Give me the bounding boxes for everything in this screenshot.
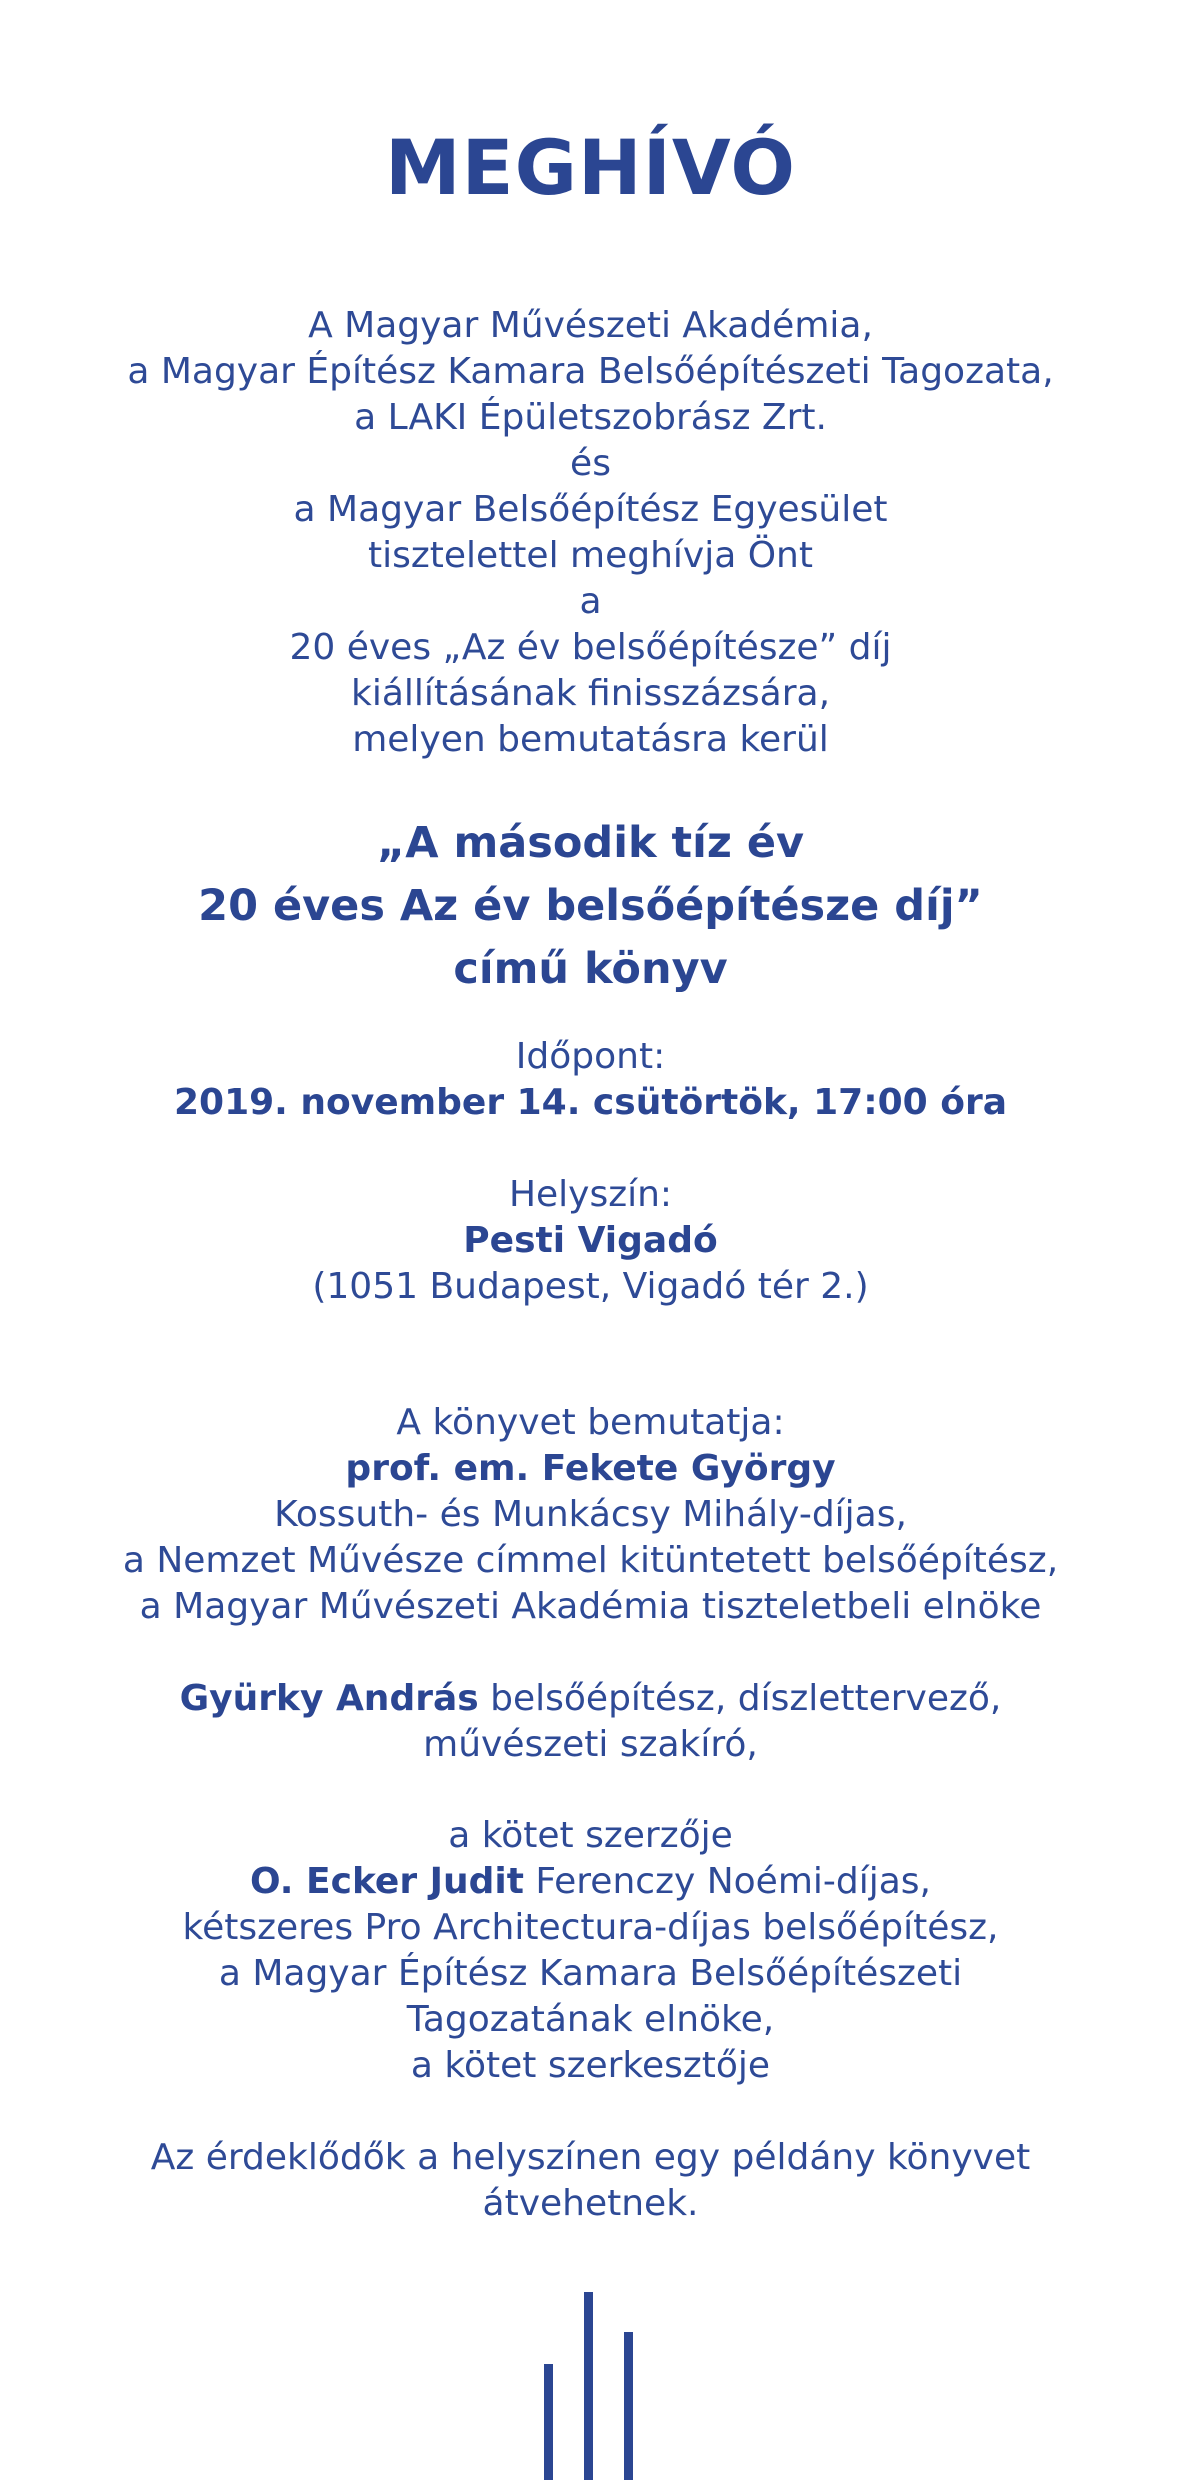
book-title-line: 20 éves Az év belsőépítésze díj” <box>198 881 983 931</box>
speaker-role-line: a kötet szerkesztője <box>410 2045 771 2086</box>
intro-line: a Magyar Építész Kamara Belsőépítészeti Tagozata, <box>127 351 1054 392</box>
date-label: Időpont: <box>515 1036 666 1077</box>
speaker-role: belsőépítész, díszlettervező, <box>478 1678 1002 1719</box>
intro-line: tisztelettel meghívja Önt <box>368 535 813 576</box>
speaker-role-line: kétszeres Pro Architectura-díjas belsőépítész, <box>182 1907 999 1948</box>
intro-text <box>0 303 1181 763</box>
logo-bar <box>584 2292 593 2480</box>
event-date <box>0 1034 1181 1126</box>
intro-line: 20 éves „Az év belsőépítésze” díj <box>289 627 892 668</box>
presenter-name: prof. em. Fekete György <box>345 1448 836 1489</box>
speaker-name: O. Ecker Judit <box>249 1861 524 1902</box>
speaker-ecker <box>0 1813 1181 2089</box>
closing-line: átvehetnek. <box>482 2183 699 2224</box>
page-title: MEGHÍVÓ <box>385 123 796 212</box>
intro-line: és <box>570 443 611 484</box>
place-name: Pesti Vigadó <box>463 1220 718 1261</box>
closing-line: Az érdeklődők a helyszínen egy példány könyvet <box>150 2137 1031 2178</box>
logo-bar <box>624 2332 633 2480</box>
speaker-role-line: művészeti szakíró, <box>423 1724 758 1765</box>
presenter-section <box>0 1400 1181 1630</box>
speaker-role-line: a Magyar Építész Kamara Belsőépítészeti <box>218 1953 963 1994</box>
book-title <box>0 812 1181 1001</box>
presenter-title-line: Kossuth- és Munkácsy Mihály-díjas, <box>274 1494 907 1535</box>
event-place <box>0 1172 1181 1310</box>
intro-line: a LAKI Épületszobrász Zrt. <box>354 397 827 438</box>
speaker-role-line: Tagozatának elnöke, <box>406 1999 775 2040</box>
book-title-line: „A második tíz év <box>376 818 805 868</box>
intro-line: a Magyar Belsőépítész Egyesület <box>293 489 888 530</box>
closing-note <box>0 2135 1181 2227</box>
speaker-gyurky <box>0 1676 1181 1768</box>
logo-bar <box>544 2364 553 2480</box>
intro-line: a <box>579 581 602 622</box>
speaker-line <box>0 1859 1181 1905</box>
place-address: (1051 Budapest, Vigadó tér 2.) <box>312 1266 869 1307</box>
presenter-title-line: a Nemzet Művésze címmel kitüntetett belsőépítész, <box>122 1540 1059 1581</box>
intro-line: melyen bemutatásra kerül <box>352 719 829 760</box>
place-label: Helyszín: <box>508 1174 673 1215</box>
book-title-line: című könyv <box>453 944 728 994</box>
speaker-name: Gyürky András <box>179 1678 479 1719</box>
intro-line: kiállításának finisszázsára, <box>350 673 831 714</box>
presenter-label: A könyvet bemutatja: <box>396 1402 785 1443</box>
logo-bars-icon <box>540 2292 640 2480</box>
date-value: 2019. november 14. csütörtök, 17:00 óra <box>173 1082 1008 1123</box>
speaker-line <box>0 1676 1181 1722</box>
presenter-title-line: a Magyar Művészeti Akadémia tiszteletbeli elnöke <box>139 1586 1042 1627</box>
author-label: a kötet szerzője <box>448 1815 733 1856</box>
intro-line: A Magyar Művészeti Akadémia, <box>308 305 873 346</box>
speaker-role: Ferenczy Noémi-díjas, <box>523 1861 931 1902</box>
